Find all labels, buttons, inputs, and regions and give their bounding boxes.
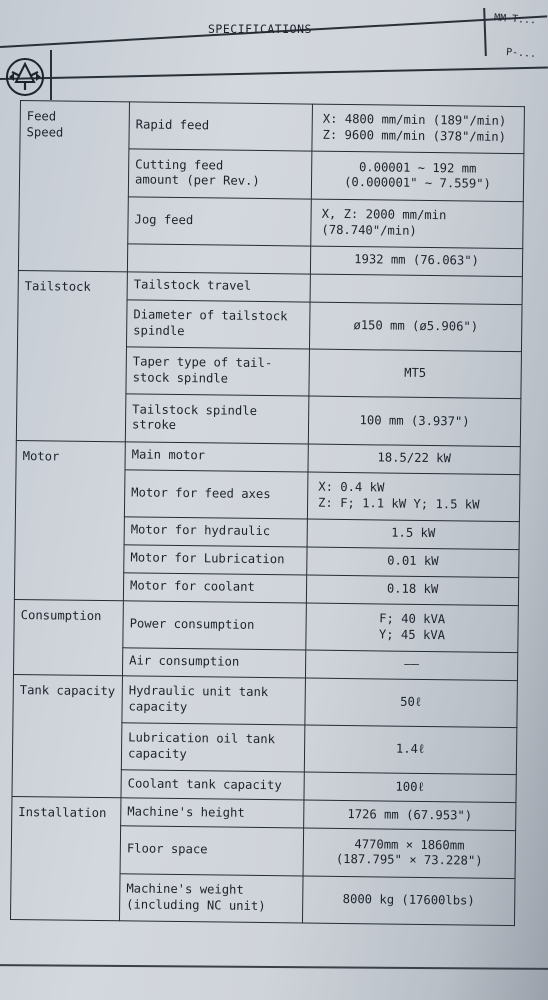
item-cell bbox=[122, 648, 305, 678]
item-cell bbox=[125, 394, 309, 444]
header-divider-right bbox=[483, 8, 486, 56]
item-cell bbox=[126, 300, 310, 350]
item-cell bbox=[127, 272, 310, 302]
value-text bbox=[317, 288, 516, 290]
value-text: 100 mm (3.937") bbox=[359, 412, 470, 429]
item-cell bbox=[123, 600, 307, 650]
table-row bbox=[20, 101, 525, 154]
item-cell bbox=[121, 770, 304, 800]
value-cell bbox=[304, 772, 516, 803]
item-label: stroke bbox=[131, 417, 177, 433]
item-cell bbox=[129, 102, 313, 152]
specifications-table bbox=[10, 100, 525, 926]
value-cell bbox=[304, 800, 516, 831]
value-cell bbox=[312, 104, 525, 154]
category-cell bbox=[13, 599, 123, 676]
item-label: Machine's weight bbox=[126, 881, 244, 897]
item-cell bbox=[121, 798, 304, 828]
item-cell bbox=[125, 441, 308, 471]
item-label: Machine's height bbox=[127, 804, 245, 820]
value-text: X: 0.4 kW bbox=[318, 479, 385, 495]
value-text: X, Z: 2000 mm/min bbox=[321, 206, 447, 223]
item-label: Rapid feed bbox=[135, 117, 210, 133]
value-text: MT5 bbox=[404, 365, 427, 381]
value-cell bbox=[307, 472, 520, 522]
item-label: capacity bbox=[128, 699, 188, 715]
item-label: Lubrication oil tank bbox=[128, 730, 276, 747]
value-cell bbox=[308, 444, 520, 475]
value-cell bbox=[306, 603, 519, 653]
item-label: Jog feed bbox=[134, 212, 194, 227]
table-row bbox=[12, 797, 516, 831]
category-label: Tank capacity bbox=[19, 682, 116, 699]
value-text: F; 40 kVA bbox=[379, 611, 446, 627]
item-label: Power consumption bbox=[129, 616, 255, 632]
value-cell bbox=[305, 650, 517, 681]
category-label: Installation bbox=[18, 805, 107, 821]
item-label: Main motor bbox=[131, 447, 206, 463]
category-cell bbox=[16, 270, 127, 441]
value-text: 1.4ℓ bbox=[395, 741, 426, 757]
category-cell bbox=[14, 440, 125, 600]
header-divider-left bbox=[50, 50, 52, 100]
value-cell bbox=[311, 199, 524, 249]
value-text: 18.5/22 kW bbox=[377, 450, 451, 466]
triple-arrow-logo-icon bbox=[4, 56, 46, 98]
value-text: (78.740"/min) bbox=[321, 222, 417, 238]
value-cell bbox=[304, 725, 517, 775]
category-cell bbox=[18, 101, 129, 272]
category-label: Tailstock bbox=[24, 278, 91, 294]
value-text: 0.01 kW bbox=[387, 553, 439, 569]
item-cell bbox=[123, 572, 306, 602]
value-text: Z: 9600 mm/min (378"/min) bbox=[322, 127, 507, 145]
value-cell bbox=[303, 828, 516, 878]
item-label: Motor for coolant bbox=[129, 578, 255, 595]
item-label: amount (per Rev.) bbox=[134, 172, 260, 189]
page-title: SPECIFICATIONS bbox=[208, 22, 312, 36]
item-cell bbox=[122, 676, 306, 726]
spec-table bbox=[10, 100, 525, 926]
item-label: Tailstock travel bbox=[133, 277, 252, 294]
item-label: Diameter of tailstock bbox=[133, 307, 288, 324]
value-text: 100ℓ bbox=[395, 779, 425, 794]
value-cell bbox=[310, 246, 522, 277]
item-label: stock spindle bbox=[132, 370, 229, 386]
document-code: MM-T... bbox=[493, 12, 537, 27]
value-text: —— bbox=[404, 657, 420, 672]
header-rule-bottom bbox=[0, 67, 548, 80]
item-cell bbox=[119, 873, 303, 923]
value-text: 1726 mm (67.953") bbox=[347, 806, 473, 823]
item-label: Taper type of tail- bbox=[132, 354, 273, 371]
category-label: Feed bbox=[26, 109, 57, 124]
value-cell bbox=[305, 678, 518, 728]
value-text: Y; 45 kVA bbox=[378, 627, 446, 642]
value-text: ø150 mm (ø5.906") bbox=[353, 318, 479, 334]
item-cell bbox=[128, 149, 312, 199]
item-label: Motor for Lubrication bbox=[130, 550, 285, 567]
value-text: 50ℓ bbox=[400, 694, 423, 710]
item-label: Coolant tank capacity bbox=[127, 776, 282, 793]
category-label: Consumption bbox=[20, 607, 102, 623]
item-cell bbox=[120, 826, 304, 876]
item-label: Motor for hydraulic bbox=[130, 522, 271, 539]
table-row bbox=[18, 270, 522, 304]
value-text: 8000 kg (17600lbs) bbox=[342, 891, 475, 908]
item-label: Tailstock spindle bbox=[132, 402, 258, 418]
value-cell bbox=[310, 274, 522, 305]
category-label: Motor bbox=[22, 448, 60, 464]
value-cell bbox=[302, 876, 515, 926]
item-cell bbox=[126, 347, 310, 397]
value-text: X: 4800 mm/min (189"/min) bbox=[322, 111, 507, 129]
item-cell bbox=[124, 469, 308, 519]
value-text: 0.18 kW bbox=[386, 581, 439, 597]
item-label: capacity bbox=[127, 746, 187, 762]
value-cell bbox=[307, 547, 519, 578]
category-cell bbox=[10, 797, 120, 921]
table-row bbox=[14, 599, 519, 652]
item-label: spindle bbox=[133, 323, 185, 338]
value-text: (187.795" × 73.228") bbox=[335, 852, 483, 869]
item-cell bbox=[127, 244, 310, 274]
value-text: Z: F; 1.1 kW Y; 1.5 kW bbox=[318, 495, 480, 512]
table-row bbox=[16, 440, 520, 474]
item-label: (including NC unit) bbox=[126, 897, 266, 913]
value-text: (0.000001" ~ 7.559") bbox=[344, 175, 491, 192]
table-row bbox=[13, 674, 518, 727]
item-cell bbox=[128, 196, 312, 246]
item-label: Hydraulic unit tank bbox=[128, 683, 269, 700]
value-cell bbox=[306, 575, 518, 606]
value-cell bbox=[309, 302, 522, 352]
page-number: P-... bbox=[505, 46, 537, 61]
category-label: Speed bbox=[26, 124, 64, 140]
item-label bbox=[134, 258, 304, 260]
item-cell bbox=[124, 545, 307, 575]
value-cell bbox=[309, 349, 522, 399]
item-label: Motor for feed axes bbox=[131, 485, 271, 501]
value-text: 1.5 kW bbox=[391, 525, 436, 541]
value-text: 4770mm × 1860mm bbox=[354, 836, 465, 853]
item-cell bbox=[121, 723, 305, 773]
item-label: Cutting feed bbox=[135, 156, 224, 173]
item-cell bbox=[124, 517, 307, 547]
category-cell bbox=[12, 674, 122, 798]
value-cell bbox=[311, 151, 524, 201]
value-text: 1932 mm (76.063") bbox=[354, 252, 480, 269]
page-bottom-rule bbox=[0, 964, 548, 970]
value-cell bbox=[308, 396, 521, 446]
item-label: Air consumption bbox=[129, 653, 240, 670]
value-text: 0.00001 ~ 192 mm bbox=[358, 159, 477, 176]
value-cell bbox=[307, 519, 519, 550]
item-label: Floor space bbox=[126, 841, 208, 857]
